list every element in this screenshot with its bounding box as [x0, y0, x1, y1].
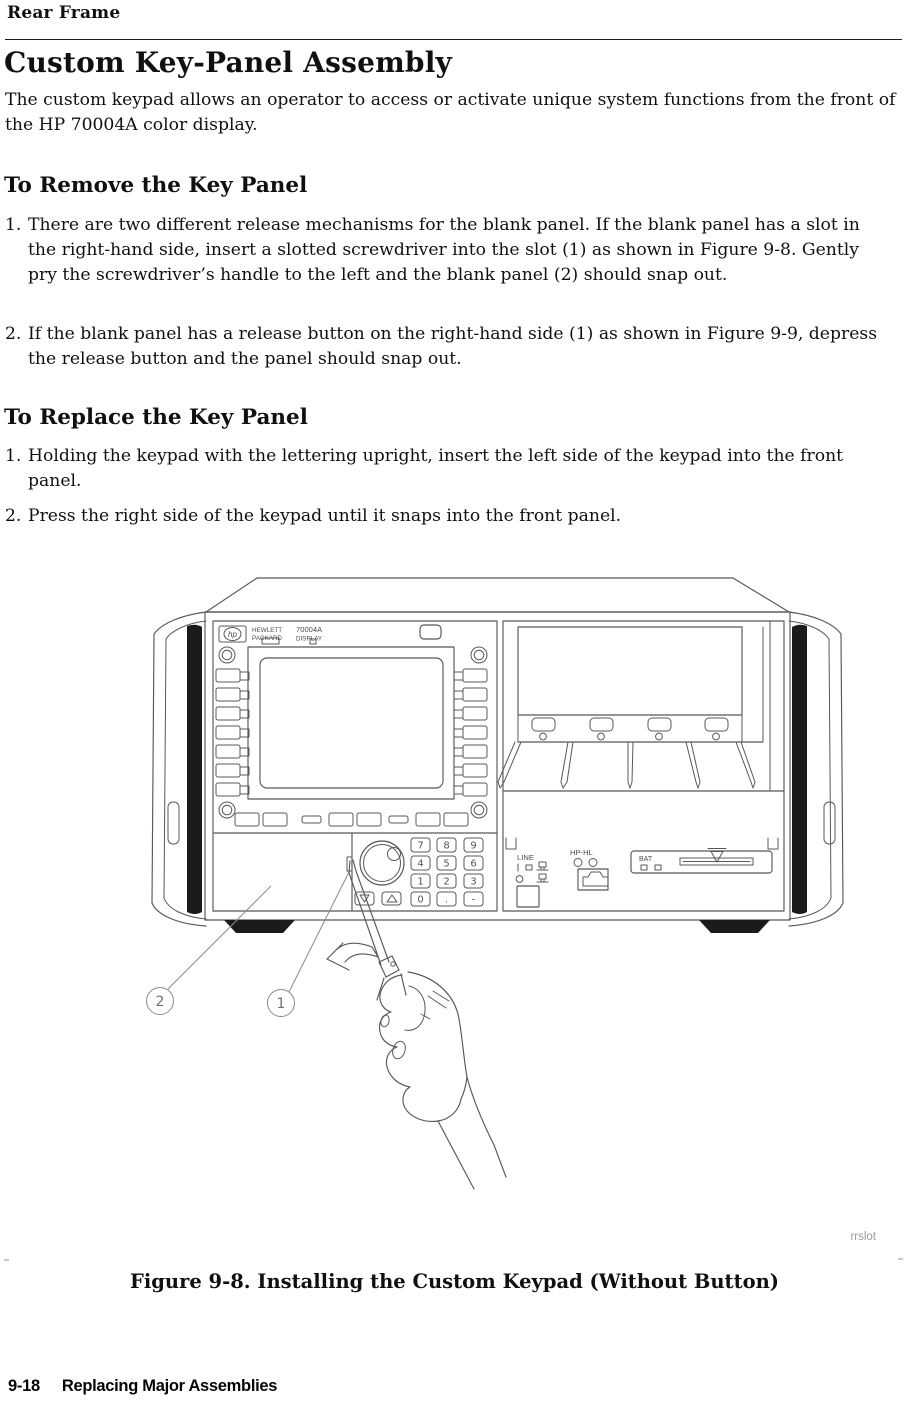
key-2: 2: [443, 876, 450, 888]
page-footer: [8, 1377, 277, 1396]
instrument-feet: [224, 920, 770, 933]
callout-1-number: 1: [276, 996, 286, 1012]
key-0: 0: [417, 894, 424, 906]
key-3: 3: [470, 876, 477, 888]
hp-logo: [219, 626, 246, 642]
brand-line1: HEWLETT: [252, 627, 283, 634]
line-switch-button: [517, 886, 539, 907]
right-notch: [768, 838, 778, 849]
bottom-button-row: [235, 813, 468, 826]
instrument-top-cover: [206, 578, 789, 612]
page-edge-mark: [898, 1258, 903, 1260]
hp-logo-text: hp: [228, 630, 237, 639]
footer-chapter: Replacing Major Assemblies: [61, 1377, 278, 1395]
line-label: LINE: [517, 853, 534, 862]
left-handle: [152, 612, 206, 926]
list-marker: 1.: [5, 446, 22, 466]
hphl-connector-group: [570, 848, 608, 890]
model-number: 70004A: [296, 625, 323, 634]
callout-slot: [268, 990, 295, 1017]
section-heading-remove: To Remove the Key Panel: [4, 173, 308, 198]
line-power-group: [516, 853, 548, 907]
module-latches: [532, 718, 728, 740]
hphl-label: HP-HL: [570, 848, 593, 857]
key-5: 5: [443, 858, 450, 870]
pry-direction-arrow: [327, 943, 378, 970]
list-item-text: Holding the keypad with the lettering upright, insert the left side of the keypad into the front panel.: [28, 446, 844, 492]
crt-screen: [248, 647, 454, 799]
key-minus: -: [471, 894, 476, 906]
footer-page-number: 9-18: [8, 1377, 40, 1395]
battery-memory-card-group: [631, 849, 772, 874]
module-guide-rails: [498, 742, 755, 788]
list-item-text: There are two different release mechanisms for the blank panel. If the blank panel has a slot in the right-hand side, insert a slotted screwdriver into the slot (1) as shown in Figure 9-8. Gently pry the screwdriver’s handle to the left and the blank panel (2) should snap out.: [28, 215, 860, 286]
brand-line2: PACKARD: [252, 635, 282, 642]
key-8: 8: [443, 840, 450, 852]
list-item: [0, 444, 890, 494]
corner-screws: [219, 647, 487, 818]
key-9: 9: [470, 840, 477, 852]
header-rule: [5, 39, 902, 40]
key-1: 1: [417, 876, 424, 888]
numeric-keypad: [355, 838, 483, 906]
page-title: Custom Key-Panel Assembly: [4, 46, 452, 79]
intro-paragraph: The custom keypad allows an operator to access or activate unique system functions from the front of the HP 70004A color display.: [5, 90, 896, 135]
figure-corner-tag: rrslot: [850, 1231, 876, 1243]
left-notch: [506, 838, 516, 849]
figure-9-8-drawing: [0, 555, 909, 1235]
key-4: 4: [417, 858, 424, 870]
page-edge-mark: [4, 1259, 9, 1261]
key-6: 6: [470, 858, 477, 870]
softkeys-right: [454, 669, 487, 796]
key-7: 7: [417, 840, 424, 852]
section-heading-replace: To Replace the Key Panel: [4, 405, 308, 430]
module-opening: [518, 627, 742, 715]
top-right-button: [420, 625, 441, 639]
hand-gripping-screwdriver: [379, 972, 506, 1189]
list-item-text: Press the right side of the keypad until it snaps into the front panel.: [28, 506, 622, 526]
running-head: Rear Frame: [7, 3, 121, 23]
module-bay-section: [498, 621, 784, 911]
key-decimal: .: [444, 894, 449, 906]
rotary-knob: [360, 841, 404, 885]
list-item: [0, 504, 890, 529]
list-marker: 2.: [5, 324, 22, 344]
softkeys-left: [216, 669, 249, 796]
right-handle: [789, 612, 843, 926]
list-item: [0, 322, 890, 372]
step-up-key-icon: [387, 895, 397, 902]
figure-caption: Figure 9-8. Installing the Custom Keypad (Without Button): [130, 1270, 779, 1293]
list-marker: 2.: [5, 506, 22, 526]
model-sub-label: DISPLAY: [296, 635, 323, 643]
list-marker: 1.: [5, 215, 22, 235]
callout-2-number: 2: [155, 994, 165, 1010]
callout-blank-panel: [147, 988, 174, 1015]
list-item: [0, 213, 890, 289]
bat-label: BAT: [639, 856, 653, 863]
list-item-text: If the blank panel has a release button on the right-hand side (1) as shown in Figure 9-9, depress the release button and the panel should snap out.: [28, 324, 878, 370]
